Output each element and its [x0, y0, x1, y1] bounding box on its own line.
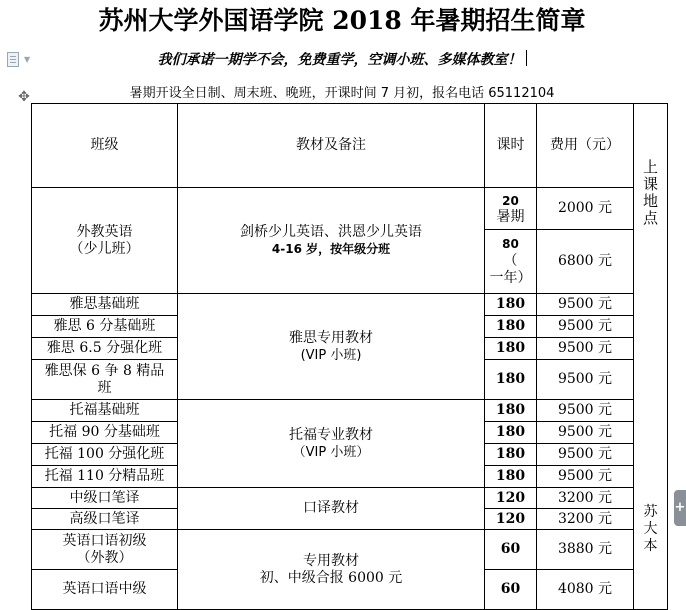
material-subtext: （VIP 小班） — [292, 444, 370, 460]
hours-cell: 180 — [485, 294, 537, 316]
class-name: 英语口语初级 — [62, 532, 147, 549]
hours-cell — [485, 188, 537, 230]
material-text: 托福专业教材 — [289, 426, 373, 443]
header-fee: 费用（元） — [537, 104, 634, 188]
class-name: 雅思保 6 争 8 精品班 — [32, 360, 178, 400]
enrollment-table — [31, 103, 668, 610]
table-row — [32, 488, 668, 509]
fee-cell: 2000 元 — [537, 188, 634, 230]
class-name-cell — [32, 188, 178, 294]
material-cell — [178, 188, 485, 294]
header-hours: 课时 — [485, 104, 537, 188]
material-text: 雅思专用教材 — [289, 329, 373, 346]
class-name: 中级口笔译 — [32, 488, 178, 509]
class-name: 托福 100 分强化班 — [32, 444, 178, 466]
text-cursor — [526, 50, 527, 66]
hours-cell: 120 — [485, 509, 537, 530]
hours-cell: 60 — [485, 570, 537, 610]
slogan — [0, 48, 684, 72]
class-name-cell — [32, 530, 178, 570]
fee-cell: 3880 元 — [537, 530, 634, 570]
page-title: 苏州大学外国语学院 2018 年暑期招生简章 — [98, 6, 586, 35]
hours-value: 20 — [502, 193, 519, 208]
material-subtext: 初、中级合报 6000 元 — [259, 569, 403, 586]
fee-cell: 6800 元 — [537, 230, 634, 294]
expand-button[interactable]: + — [674, 490, 686, 526]
class-name: 托福 110 分精品班 — [32, 466, 178, 488]
material-subtext: (VIP 小班) — [300, 347, 362, 363]
class-name-sub: （少儿班） — [69, 240, 140, 257]
fee-cell: 9500 元 — [537, 422, 634, 444]
class-name: 托福 90 分基础班 — [32, 422, 178, 444]
fee-cell: 9500 元 — [537, 316, 634, 338]
material-text: 口译教材 — [178, 488, 485, 530]
fee-cell: 9500 元 — [537, 338, 634, 360]
hours-cell: 120 — [485, 488, 537, 509]
hours-unit: 暑期 — [496, 208, 525, 225]
hours-cell: 180 — [485, 338, 537, 360]
hours-unit-2: 一年） — [489, 270, 532, 286]
table-row — [32, 530, 668, 570]
header-material: 教材及备注 — [178, 104, 485, 188]
hours-value: 80 — [502, 237, 519, 251]
class-name-sub: （外教） — [76, 549, 133, 566]
table-header-row — [32, 104, 668, 188]
hours-cell: 60 — [485, 530, 537, 570]
material-text: 剑桥少儿英语、洪恩少儿英语 — [240, 223, 422, 240]
table-row — [32, 294, 668, 316]
hours-cell: 180 — [485, 400, 537, 422]
class-name: 外教英语 — [76, 223, 133, 240]
class-name: 雅思 6.5 分强化班 — [32, 338, 178, 360]
schedule-info: 暑期开设全日制、周末班、晚班，开课时间 7 月初，报名电话 65112104 — [129, 86, 555, 101]
hours-cell: 180 — [485, 466, 537, 488]
class-name: 英语口语中级 — [62, 581, 147, 597]
hours-cell — [485, 230, 537, 294]
hours-cell: 180 — [485, 422, 537, 444]
location-cell — [634, 104, 668, 610]
hours-cell: 180 — [485, 444, 537, 466]
move-handle-icon[interactable]: ✥ — [18, 89, 30, 105]
fee-cell: 3200 元 — [537, 488, 634, 509]
fee-cell: 3200 元 — [537, 509, 634, 530]
fee-cell: 9500 元 — [537, 400, 634, 422]
fee-cell: 9500 元 — [537, 444, 634, 466]
hours-cell: 180 — [485, 316, 537, 338]
material-cell — [178, 294, 485, 400]
location-text: 苏大本 — [643, 503, 658, 554]
class-name-cell — [32, 570, 178, 610]
fee-cell: 9500 元 — [537, 360, 634, 400]
table-row — [32, 400, 668, 422]
header-location: 上课地点 — [642, 157, 658, 227]
table-row — [32, 188, 668, 230]
material-cell — [178, 400, 485, 488]
slogan-text: 我们承诺一期学不会，免费重学，空调小班、多媒体教室！ — [157, 52, 522, 68]
material-cell — [178, 530, 485, 610]
class-name: 高级口笔译 — [32, 509, 178, 530]
class-name: 托福基础班 — [32, 400, 178, 422]
header-class: 班级 — [32, 104, 178, 188]
fee-cell: 9500 元 — [537, 466, 634, 488]
class-name: 雅思基础班 — [32, 294, 178, 316]
class-name: 雅思 6 分基础班 — [32, 316, 178, 338]
document-icon[interactable] — [7, 52, 19, 67]
material-subtext: 4-16 岁，按年级分班 — [271, 241, 391, 256]
fee-cell: 4080 元 — [537, 570, 634, 610]
hours-cell: 180 — [485, 360, 537, 400]
hours-unit: （ — [503, 253, 518, 269]
fee-cell: 9500 元 — [537, 294, 634, 316]
chevron-down-icon[interactable]: ▼ — [24, 55, 31, 64]
material-text: 专用教材 — [303, 552, 359, 569]
